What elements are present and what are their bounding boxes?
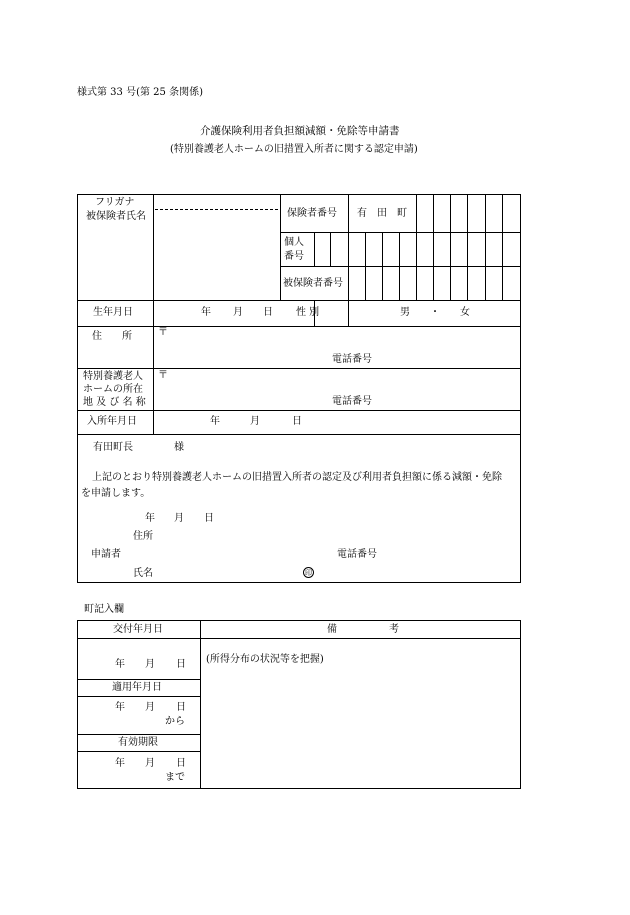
birth-year-unit: 年 xyxy=(201,307,211,318)
apply-month-unit: 月 xyxy=(174,513,184,524)
issue-year-unit: 年 xyxy=(115,659,125,670)
admission-year-unit: 年 xyxy=(210,416,220,427)
address-label: 住 所 xyxy=(92,331,132,342)
until-label: まで xyxy=(165,772,185,783)
insured-name-label: 被保険者氏名 xyxy=(86,211,146,222)
apply-date-label: 適用年月日 xyxy=(112,682,162,693)
postal-mark: 〒 xyxy=(158,327,168,338)
applicant-phone-label: 電話番号 xyxy=(337,549,377,560)
valid-year-unit: 年 xyxy=(115,758,125,769)
birthdate-label: 生年月日 xyxy=(93,307,133,318)
personal-number-label-1: 個人 xyxy=(284,237,304,248)
facility-label-2: ホームの所在 xyxy=(83,384,143,395)
remarks-label-2: 考 xyxy=(389,624,399,635)
admission-date-label: 入所年月日 xyxy=(87,416,137,427)
sex-male: 男 xyxy=(400,307,410,318)
apply-date-year-unit: 年 xyxy=(115,702,125,713)
admission-month-unit: 月 xyxy=(250,416,260,427)
form-subtitle: (特別養護老人ホームの旧措置入所者に関する認定申請) xyxy=(170,144,418,155)
form-number: 様式第 33 号(第 25 条関係) xyxy=(77,87,203,98)
valid-day-unit: 日 xyxy=(176,758,186,769)
remarks-label-1: 備 xyxy=(327,624,337,635)
birth-day-unit: 日 xyxy=(263,307,273,318)
apply-date-month-unit: 月 xyxy=(145,702,155,713)
facility-postal-mark: 〒 xyxy=(158,370,168,381)
valid-period-label: 有効期限 xyxy=(118,737,158,748)
insurer-number-label: 保険者番号 xyxy=(287,208,337,219)
issue-day-unit: 日 xyxy=(176,659,186,670)
apply-date-day-unit: 日 xyxy=(176,702,186,713)
personal-number-label-2: 番号 xyxy=(284,251,304,262)
applicant-name-label: 氏名 xyxy=(133,568,153,579)
sex-female: 女 xyxy=(460,307,470,318)
insurer-char-3: 町 xyxy=(397,208,407,219)
seal-mark: 印 xyxy=(305,569,312,577)
issue-month-unit: 月 xyxy=(145,659,155,670)
birth-month-unit: 月 xyxy=(233,307,243,318)
form-title: 介護保険利用者負担額減額・免除等申請書 xyxy=(200,125,400,137)
admission-day-unit: 日 xyxy=(292,416,302,427)
office-section-label: 町記入欄 xyxy=(84,604,124,615)
office-use-table xyxy=(77,620,521,789)
address-phone-label: 電話番号 xyxy=(332,354,372,365)
mayor-honorific: 様 xyxy=(174,442,184,453)
facility-phone-label: 電話番号 xyxy=(332,396,372,407)
apply-day-unit: 日 xyxy=(204,513,214,524)
insurer-char-1: 有 xyxy=(357,208,367,219)
statement-line-2: を申請します。 xyxy=(81,488,151,499)
insured-number-label: 被保険者番号 xyxy=(283,278,343,289)
valid-month-unit: 月 xyxy=(145,758,155,769)
mayor-name: 有田町長 xyxy=(93,442,133,453)
sex-label: 性 別 xyxy=(296,307,320,318)
from-label: から xyxy=(165,716,185,727)
sex-separator: ・ xyxy=(430,307,440,318)
facility-label-3: 地 及 び 名 称 xyxy=(83,397,146,408)
issue-date-label: 交付年月日 xyxy=(113,624,163,635)
facility-label-1: 特別養護老人 xyxy=(83,371,143,382)
insurer-char-2: 田 xyxy=(377,208,387,219)
furigana-label: フリガナ xyxy=(95,197,135,208)
applicant-address-label: 住所 xyxy=(133,531,153,542)
remarks-note: (所得分布の状況等を把握) xyxy=(206,654,324,665)
applicant-label: 申請者 xyxy=(91,549,121,560)
apply-year-unit: 年 xyxy=(145,513,155,524)
statement-line-1: 上記のとおり特別養護老人ホームの旧措置入所者の認定及び利用者負担額に係る減額・免除 xyxy=(92,472,502,483)
